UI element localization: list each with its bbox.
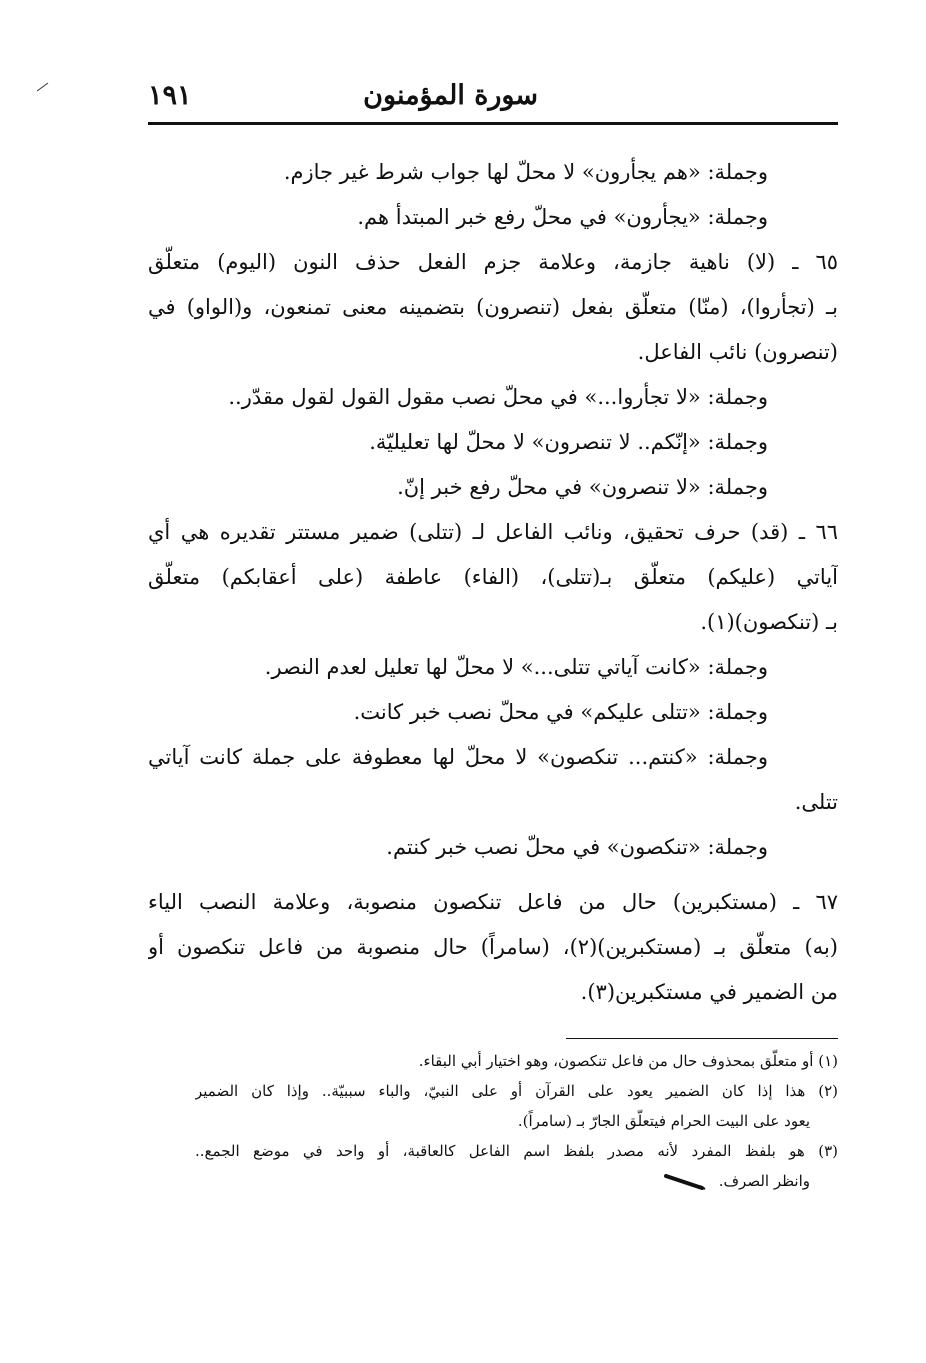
text-line: وجملة: «يجأرون» في محلّ رفع خبر المبتدأ هم. [357, 205, 768, 229]
footnote-2: (٢) هذا إذا كان الضمير يعود على القرآن أو على النبيّ، والباء سببيّة.. وإذا كان الضمير [195, 1082, 838, 1100]
text-line: وجملة: «كانت آياتي تتلى...» لا محلّ لها تعليل لعدم النصر. [264, 655, 768, 679]
text-line: من الضمير في مستكبرين(٣). [580, 980, 838, 1004]
page-number: ١٩١ [148, 80, 192, 111]
verse-65-heading-line: ٦٥ ـ (لا) ناهية جازمة، وعلامة جزم الفعل حذف النون (اليوم) متعلّق [148, 250, 838, 274]
footnote-separator [566, 1038, 838, 1039]
text-line: آياتي (عليكم) متعلّق بـ(تتلى)، (الفاء) عاطفة (على أعقابكم) متعلّق [148, 565, 838, 589]
text-line: بـ (تجأروا)، (منّا) متعلّق بفعل (تنصرون) بتضمينه معنى تمنعون، و(الواو) في [148, 295, 838, 319]
text-line: تتلى. [794, 790, 838, 814]
footnote-3: (٣) هو بلفظ المفرد لأنه مصدر بلفظ اسم الفاعل كالعاقبة، أو واحد في موضع الجمع.. [195, 1142, 838, 1160]
end-ornament-icon [664, 1174, 706, 1190]
text-line: بـ (تنكصون)(١). [700, 610, 838, 634]
main-text [148, 150, 838, 1015]
verse-67-heading-line: ٦٧ ـ (مستكبرين) حال من فاعل تنكصون منصوبة، وعلامة النصب الياء [148, 890, 838, 914]
footnote-1: (١) أو متعلّق بمحذوف حال من فاعل تنكصون، وهو اختيار أبي البقاء. [418, 1052, 838, 1070]
verse-66-heading-line: ٦٦ ـ (قد) حرف تحقيق، ونائب الفاعل لـ (تتلى) ضمير مستتر تقديره هي أي [148, 520, 838, 544]
text-line: وجملة: «لا تنصرون» في محلّ رفع خبر إنّ. [397, 475, 768, 499]
stray-pen-mark [36, 82, 50, 92]
text-line: وجملة: «إنّكم.. لا تنصرون» لا محلّ لها تعليليّة. [369, 430, 768, 454]
footnote-3-continued [195, 1166, 838, 1196]
surah-title: سورة المؤمنون [363, 80, 538, 111]
text-line: وجملة: «تتلى عليكم» في محلّ نصب خبر كانت. [353, 700, 768, 724]
text-line: وجملة: «هم يجأرون» لا محلّ لها جواب شرط غير جازم. [283, 160, 768, 184]
text-line: (تنصرون) نائب الفاعل. [637, 340, 838, 364]
footnote-2-continued: يعود على البيت الحرام فيتعلّق الجارّ بـ (سامراً). [517, 1112, 810, 1130]
text-line: وجملة: «لا تجأروا...» في محلّ نصب مقول القول لقول مقدّر.. [228, 385, 768, 409]
page-header [148, 70, 838, 125]
footnotes [195, 1046, 838, 1196]
text-line: وجملة: «تنكصون» في محلّ نصب خبر كنتم. [386, 835, 768, 859]
paragraph-gap [148, 870, 838, 880]
footnote-3-end-text: وانظر الصرف. [718, 1172, 810, 1190]
text-line: (به) متعلّق بـ (مستكبرين)(٢)، (سامراً) حال منصوبة من فاعل تنكصون أو [148, 935, 838, 959]
text-line: وجملة: «كنتم... تنكصون» لا محلّ لها معطوفة على جملة كانت آياتي [148, 745, 768, 769]
